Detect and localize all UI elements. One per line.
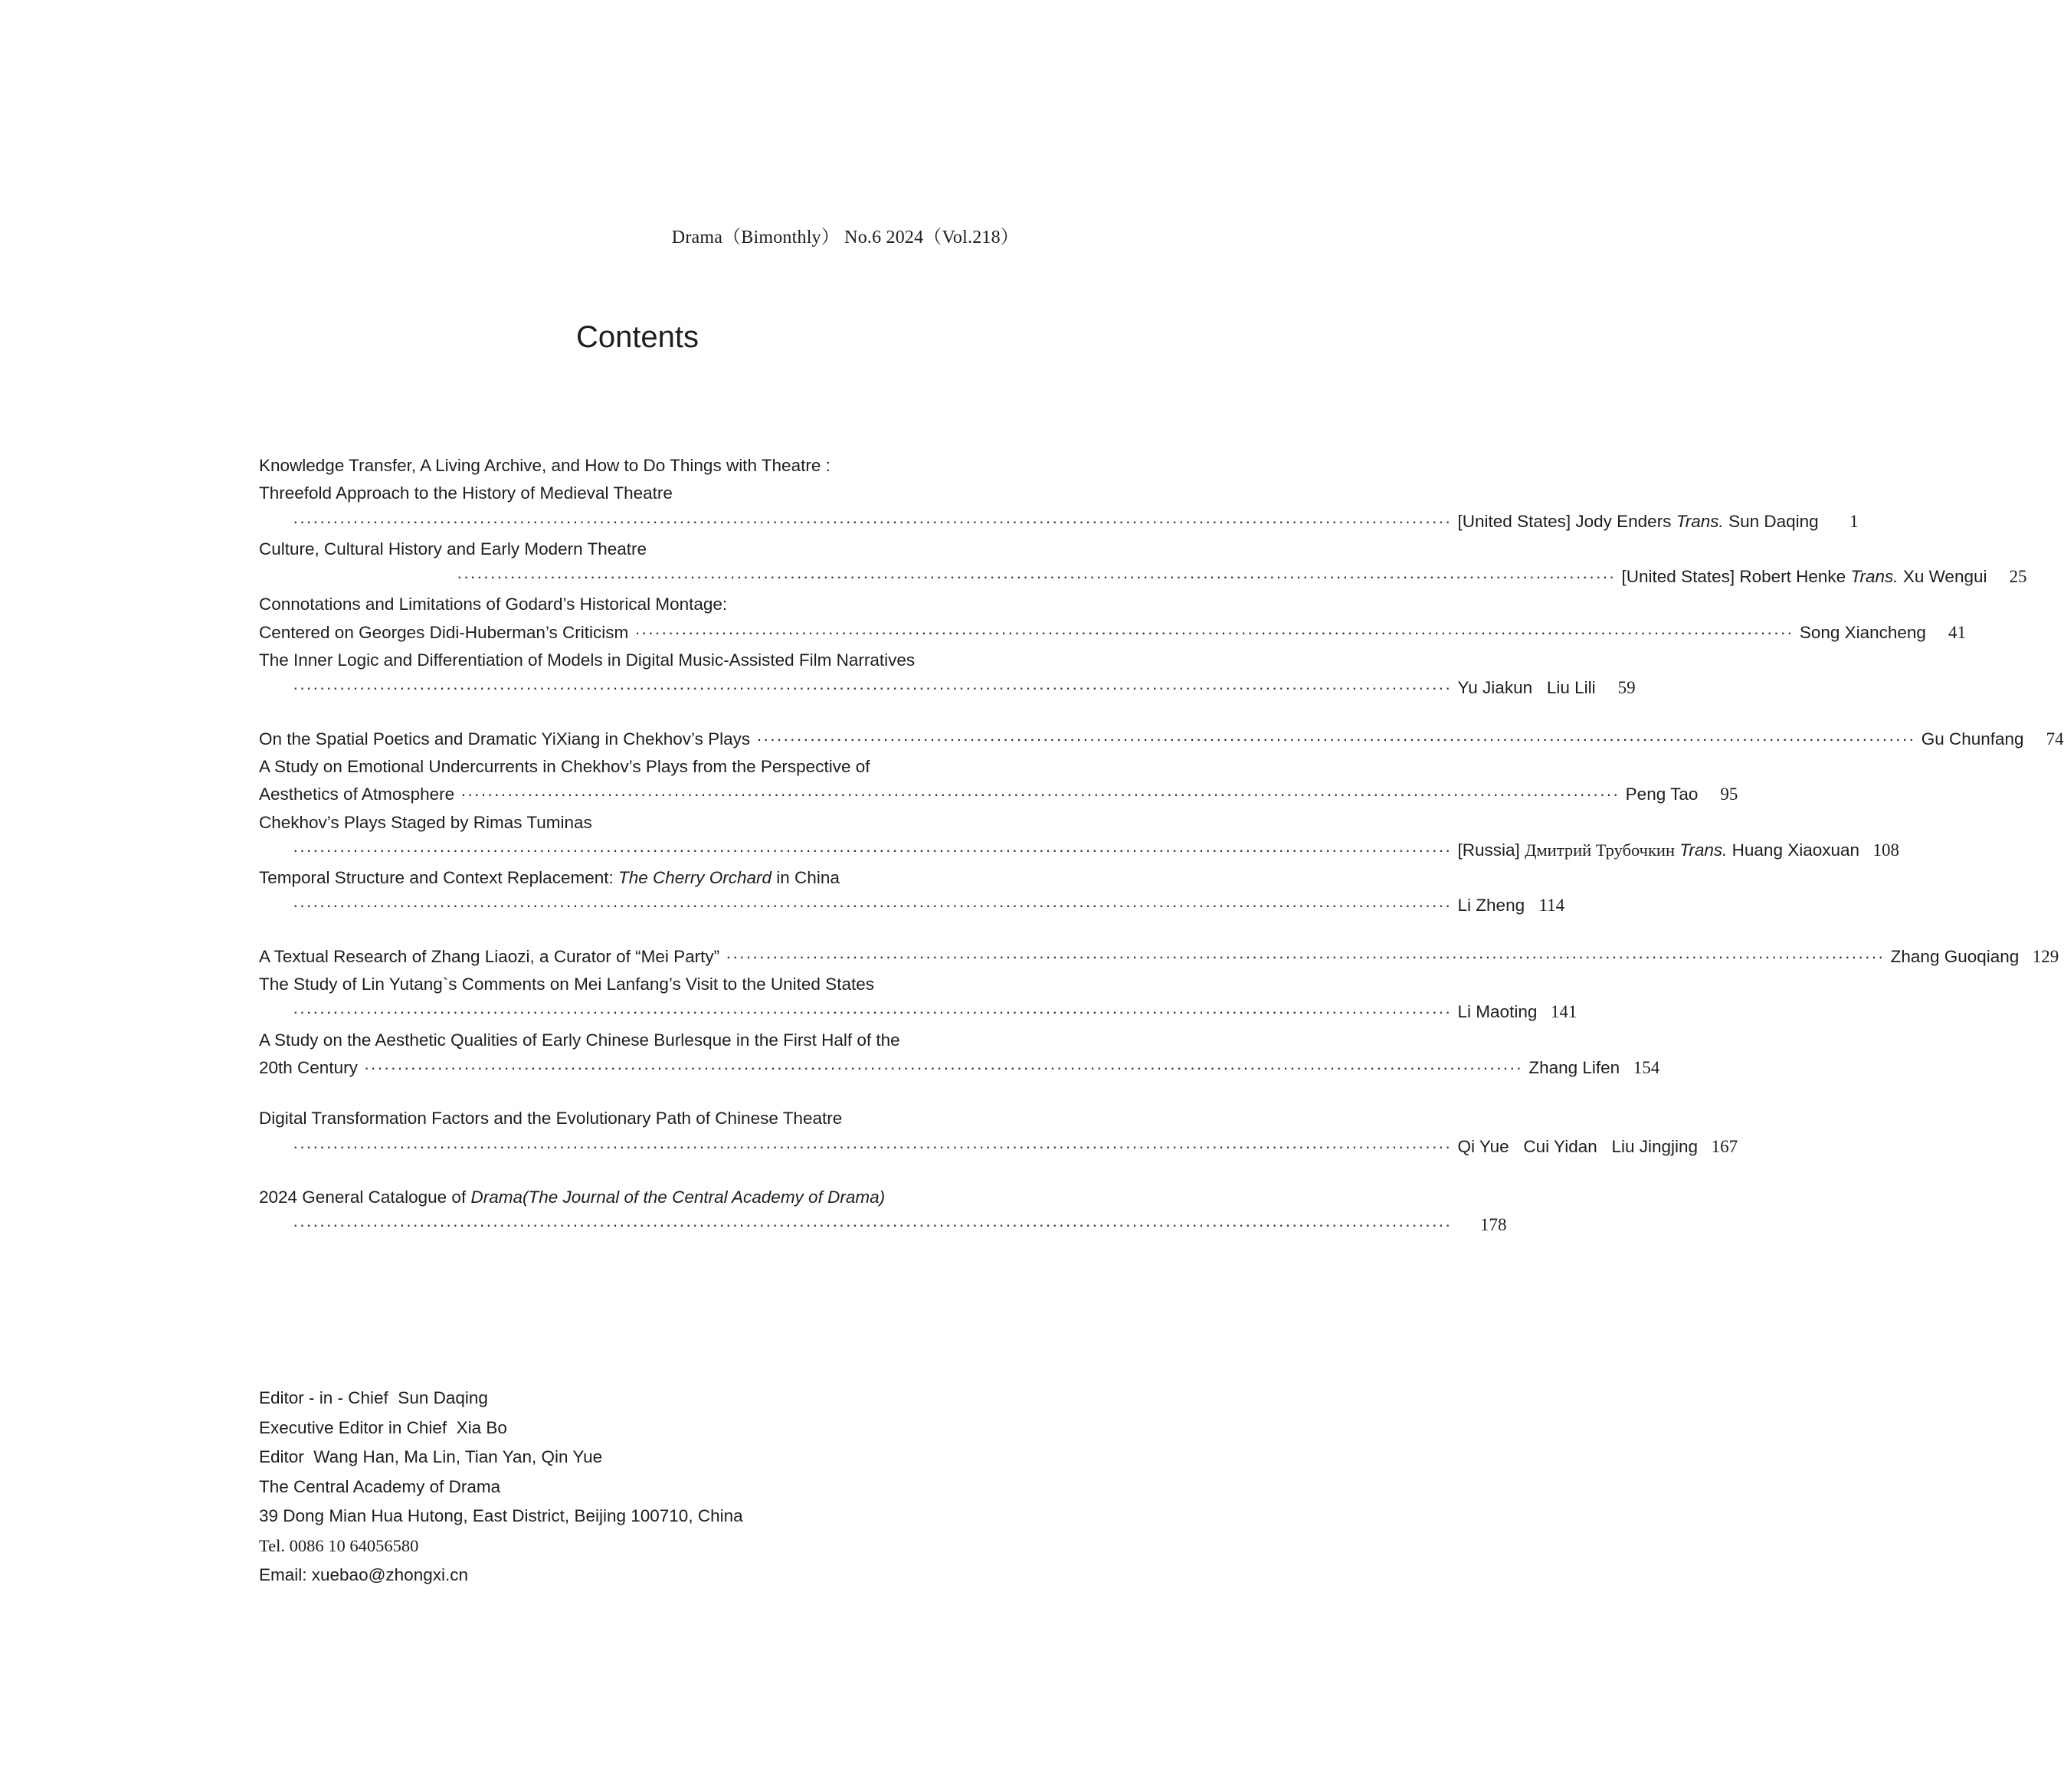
editor-in-chief: Editor - in - Chief Sun Daqing — [259, 1388, 488, 1407]
dot-leader — [293, 508, 1452, 536]
dot-leader — [293, 674, 1452, 702]
dot-leader — [460, 781, 1620, 808]
toc-entry-title-line: 2024 General Catalogue of Drama(The Journal of the Central Academy of Drama) — [259, 1187, 886, 1207]
toc-entry-title-line: Culture, Cultural History and Early Modern Theatre — [259, 539, 647, 559]
publisher: The Central Academy of Drama — [259, 1476, 501, 1496]
toc-page-number: 41 — [1948, 622, 1966, 642]
toc-author: Zhang Lifen — [1528, 1057, 1620, 1077]
dot-leader — [457, 563, 1616, 591]
dot-leader — [726, 943, 1885, 971]
executive-editor: Executive Editor in Chief Xia Bo — [259, 1417, 507, 1437]
toc-entry-author-line: Aesthetics of Atmosphere ····· Peng Tao 95 — [259, 781, 1019, 808]
toc-entry-author-line: On the Spatial Poetics and Dramatic YiXiang in Chekhov’s Plays ····· Gu Chunfang 74 — [259, 726, 1019, 753]
toc-entry-author-line — [259, 674, 1636, 702]
toc-author: Peng Tao — [1625, 785, 1699, 804]
toc-page-number: 141 — [1550, 1002, 1577, 1022]
toc-entry-author-line: Centered on Georges Didi-Huberman’s Criticism ····· Song Xiancheng 41 — [259, 619, 1019, 647]
dot-leader — [364, 1054, 1523, 1082]
email: Email: xuebao@zhongxi.cn — [259, 1565, 468, 1584]
toc-entry-title-line: Chekhov’s Plays Staged by Rimas Tuminas — [259, 812, 592, 832]
toc-entry-author-line — [259, 563, 2027, 591]
toc-entry-author-line — [259, 837, 1900, 864]
toc-page-number: 154 — [1633, 1057, 1660, 1077]
toc-entry-title-line: The Inner Logic and Differentiation of Models in Digital Music-Assisted Film Narratives — [259, 650, 916, 670]
toc-author: Gu Chunfang — [1921, 729, 2024, 749]
toc-author: Li Maoting — [1457, 1002, 1538, 1022]
telephone: Tel. 0086 10 64056580 — [259, 1535, 419, 1555]
toc-page-number: 1 — [1849, 511, 1859, 531]
toc-page-number: 108 — [1872, 840, 1900, 860]
toc-author: Li Zheng — [1457, 896, 1525, 916]
dot-leader — [756, 726, 1915, 753]
toc-page-number: 167 — [1711, 1136, 1738, 1156]
toc-entry-author-line — [259, 998, 1577, 1026]
toc-page-number: 178 — [1480, 1215, 1507, 1235]
toc-entry-title-line: A Study on the Aesthetic Qualities of Early Chinese Burlesque in the First Half of the — [259, 1030, 900, 1050]
toc-entry-title-line: Knowledge Transfer, A Living Archive, and How to Do Things with Theatre : — [259, 456, 831, 475]
toc-entry-author-line — [259, 892, 1565, 919]
toc-author: Qi Yue Cui Yidan Liu Jingjing — [1457, 1136, 1699, 1156]
table-of-contents — [259, 452, 2064, 1239]
journal-issue-header: Drama（Bimonthly） No.6 2024（Vol.218） — [671, 228, 1019, 247]
toc-author: [Russia] Дмитрий Трубочкин Trans. Huang Xiaoxuan — [1457, 840, 1860, 860]
toc-entry-author-line — [259, 1133, 1738, 1161]
toc-author: [United States] Robert Henke Trans. Xu Wengui — [1621, 567, 1987, 587]
toc-page-number: 25 — [2009, 567, 2027, 587]
dot-leader — [293, 892, 1452, 919]
address: 39 Dong Mian Hua Hutong, East District, Beijing 100710, China — [259, 1506, 743, 1525]
toc-entry-title-line: Threefold Approach to the History of Medieval Theatre — [259, 483, 673, 503]
toc-page-number: 95 — [1720, 785, 1738, 804]
toc-page-number: 129 — [2032, 946, 2059, 966]
dot-leader — [634, 619, 1794, 647]
page-title: Contents — [575, 320, 699, 354]
toc-page-number: 59 — [1617, 678, 1636, 698]
toc-page-number: 114 — [1538, 896, 1565, 916]
dot-leader — [293, 837, 1452, 864]
dot-leader — [293, 1211, 1452, 1239]
dot-leader — [293, 998, 1452, 1026]
toc-entry-title-line: Temporal Structure and Context Replacement: The Cherry Orchard in China — [259, 868, 840, 888]
dot-leader — [293, 1133, 1452, 1161]
toc-entry-title-line: A Study on Emotional Undercurrents in Chekhov’s Plays from the Perspective of — [259, 756, 870, 776]
toc-entry-title-line: Connotations and Limitations of Godard’s Historical Montage: — [259, 595, 728, 614]
toc-author: Yu Jiakun Liu Lili — [1457, 678, 1596, 698]
toc-page-number: 74 — [2046, 729, 2064, 749]
toc-entry-title-line: Digital Transformation Factors and the Evolutionary Path of Chinese Theatre — [259, 1109, 843, 1129]
toc-entry-author-line: A Textual Research of Zhang Liaozi, a Curator of “Mei Party” ····· Zhang Guoqiang 129 — [259, 943, 1019, 971]
toc-entry-title-line: The Study of Lin Yutang`s Comments on Mei Lanfang’s Visit to the United States — [259, 975, 874, 994]
toc-author: [United States] Jody Enders Trans. Sun Daqing — [1457, 511, 1819, 531]
toc-entry-author-line — [259, 508, 1859, 536]
toc-author: Song Xiancheng — [1799, 622, 1926, 642]
editors: Editor Wang Han, Ma Lin, Tian Yan, Qin Yue — [259, 1447, 603, 1466]
toc-entry-author-line: 20th Century ····· Zhang Lifen 154 — [259, 1054, 1019, 1082]
toc-entry-author-line — [259, 1211, 1507, 1239]
editorial-info — [259, 1384, 743, 1591]
toc-author: Zhang Guoqiang — [1890, 946, 2020, 966]
